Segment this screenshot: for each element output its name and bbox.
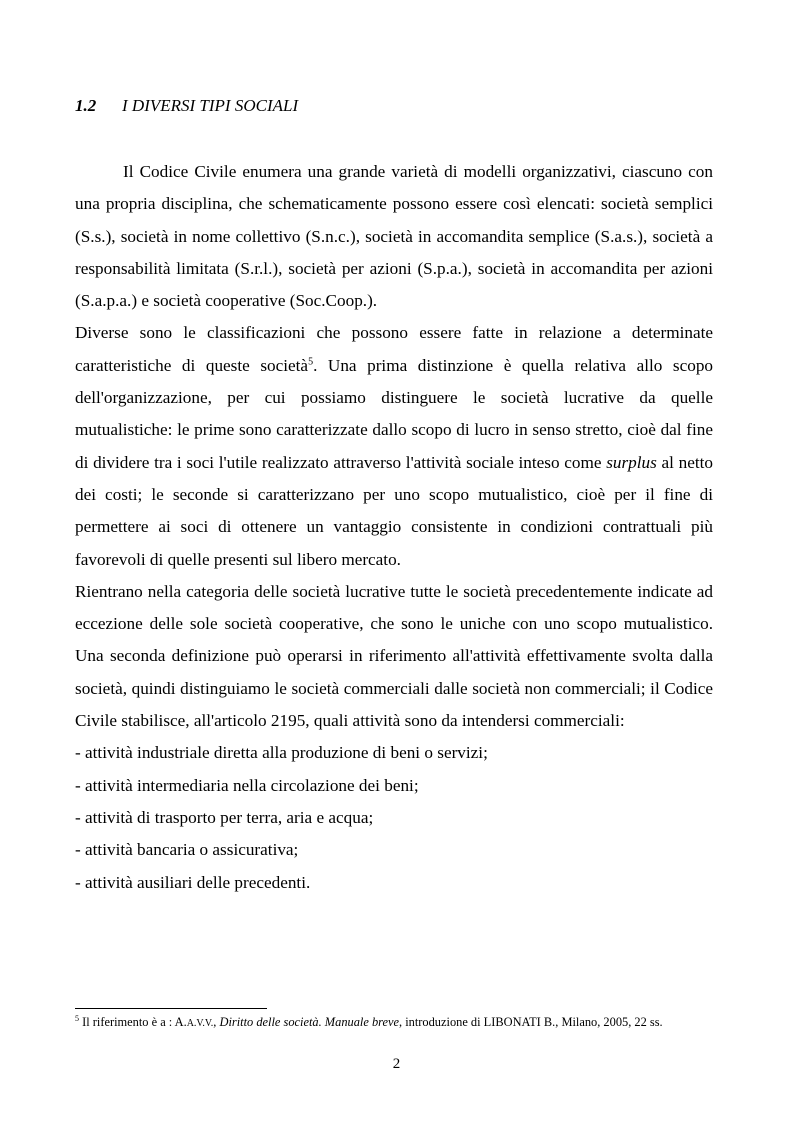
section-title: I DIVERSI TIPI SOCIALI xyxy=(122,96,299,115)
list-item: - attività industriale diretta alla produzione di beni o servizi; xyxy=(75,743,488,763)
footnote-book-title: Diritto delle società. Manuale breve xyxy=(219,1015,400,1029)
section-number: 1.2 xyxy=(75,96,97,115)
page-number: 2 xyxy=(392,1056,401,1072)
list-item: - attività intermediaria nella circolazione dei beni; xyxy=(75,775,419,795)
list-item: - attività ausiliari delle precedenti. xyxy=(75,872,311,892)
surplus-term: surplus xyxy=(606,452,657,472)
footnote-author: A.V.V. xyxy=(186,1018,214,1029)
section-heading xyxy=(75,96,298,116)
footnote-divider xyxy=(75,1008,267,1009)
footnote-text-a: Il riferimento è a : A. xyxy=(79,1015,187,1029)
list-item: - attività bancaria o assicurativa; xyxy=(75,840,299,860)
footnote-text-c: , introduzione di LIBONATI B., Milano, 2005, 22 ss. xyxy=(399,1015,663,1029)
paragraph-1: Il Codice Civile enumera una grande varietà di modelli organizzativi, ciascuno con una propria disciplina, che schematicamente possono essere così elencati: società semplici (S.s.), società in nome collettivo (S.n.c.), società in accomandita semplice (S.a.s.), società a responsabilità limitata (S.r.l.), società per azioni (S.p.a.), società in accomandita per azioni (S.a.p.a.) e società cooperative (Soc.Coop.). xyxy=(75,162,713,311)
footnote-text-b: , xyxy=(213,1015,220,1029)
paragraph-2-part-c: al netto dei costi; le seconde si caratterizzano per uno scopo mutualistico, cioè per il fine di permettere ai soci di ottenere un vantaggio consistente in condizioni contrattuali più favorevoli di quelle presenti sul libero mercato. xyxy=(75,452,713,569)
paragraph-2-part-a: Diverse sono le classificazioni che possono essere fatte in relazione a determinate caratteristiche di queste società xyxy=(75,323,713,375)
footnote xyxy=(75,1014,713,1032)
paragraph-2 xyxy=(75,317,713,575)
list-item: - attività di trasporto per terra, aria e acqua; xyxy=(75,807,374,827)
paragraph-2-part-b: . Una prima distinzione è quella relativa allo scopo dell'organizzazione, per cui possiamo distinguere le società lucrative da quelle mutualistiche: le prime sono caratterizzate dallo scopo di lucro in senso stretto, cioè dal fine di dividere tra i soci l'utile realizzato attraverso l'attività sociale inteso come xyxy=(75,355,714,472)
footnote-reference: 5 xyxy=(308,356,314,368)
body-text xyxy=(75,156,713,899)
paragraph-3: Rientrano nella categoria delle società lucrative tutte le società precedentemente indicate ad eccezione delle sole società cooperative, che sono le uniche con uno scopo mutualistico. Una seconda definizione può operarsi in riferimento all'attività effettivamente svolta dalla società, quindi distinguiamo le società commerciali dalle società non commerciali; il Codice Civile stabilisce, all'articolo 2195, quali attività sono da intendersi commerciali: xyxy=(75,581,713,731)
footnote-marker: 5 xyxy=(75,1013,79,1023)
